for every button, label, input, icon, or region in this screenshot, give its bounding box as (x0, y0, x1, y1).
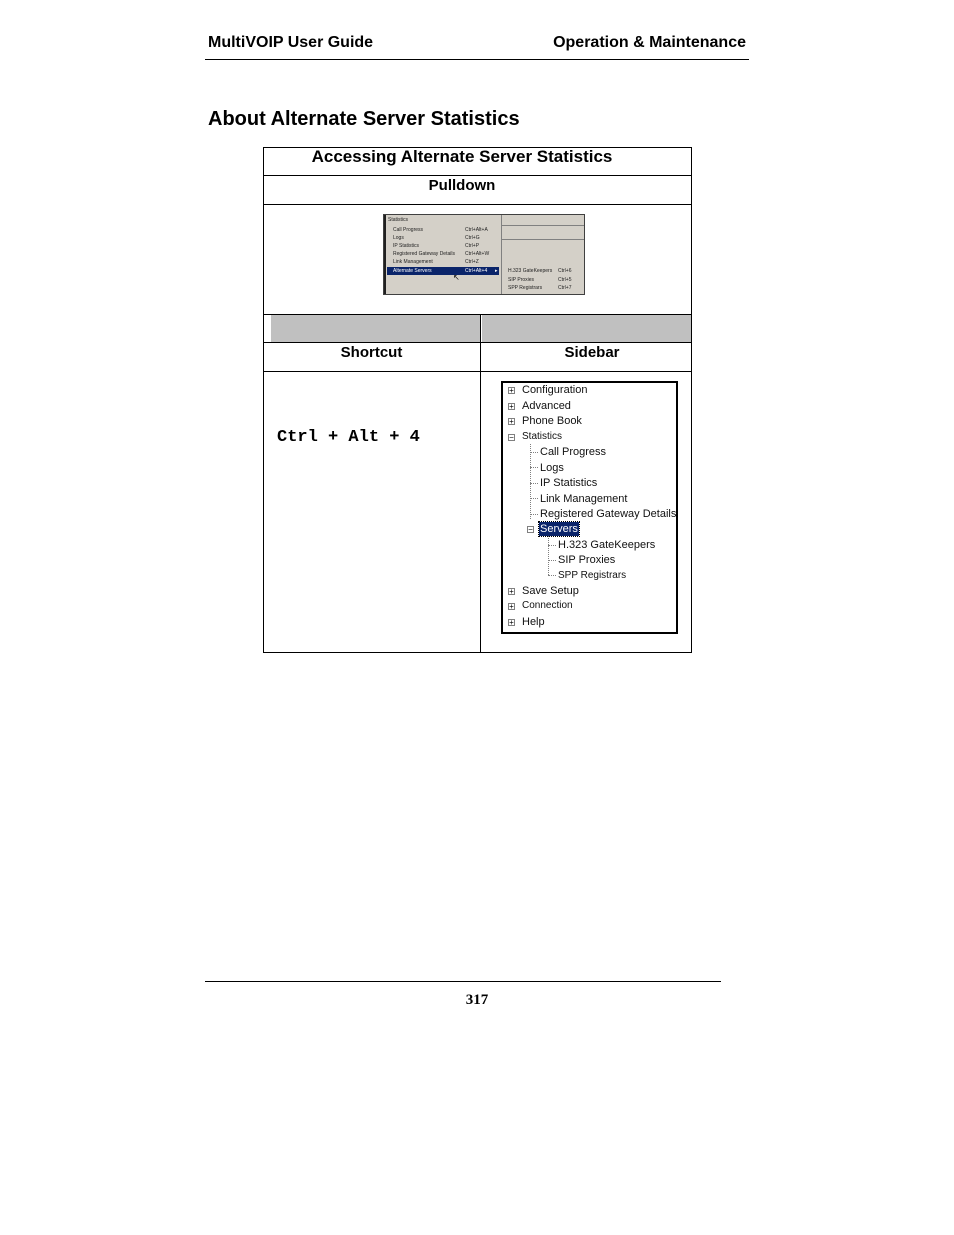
pulldown-label: Pulldown (428, 177, 496, 194)
tree-item-advanced[interactable]: Advanced (522, 400, 571, 412)
menu-item-logs[interactable] (387, 234, 499, 242)
menu-item-registered-gateway-details[interactable] (387, 250, 499, 258)
shortcut-keys: Ctrl + Alt + 4 (277, 428, 420, 447)
tree-connector (548, 575, 556, 576)
tree-item-call-progress[interactable]: Call Progress (540, 446, 607, 458)
tree-connector (530, 514, 538, 515)
menu-item-shortcut: Ctrl+Alt+A (465, 227, 488, 233)
tree-item-statistics[interactable]: Statistics (522, 431, 563, 442)
menu-item-call-progress[interactable] (387, 226, 499, 234)
tree-connector (530, 467, 538, 468)
tree-item-servers[interactable]: Servers (540, 523, 578, 535)
tree-connector (530, 452, 538, 453)
tree-item-configuration[interactable]: Configuration (522, 384, 588, 396)
table-column-divider (480, 314, 481, 653)
mouse-cursor-icon: ↖ (453, 273, 460, 282)
submenu-arrow-icon: ▸ (495, 268, 498, 274)
menu-item-shortcut: Ctrl+Alt+4 (465, 268, 488, 274)
menu-item-ip-statistics[interactable] (387, 242, 499, 250)
submenu-item-h323-gatekeepers[interactable] (508, 267, 585, 275)
table-divider (263, 175, 692, 176)
menu-item-shortcut: Ctrl+P (465, 243, 480, 249)
table-divider (263, 204, 692, 205)
tree-item-registered-gateway-details[interactable]: Registered Gateway Details (540, 508, 677, 520)
menu-item-label: IP Statistics (393, 243, 420, 249)
expand-plus-icon[interactable]: + (509, 602, 514, 611)
menu-item-shortcut: Ctrl+Alt+W (465, 251, 490, 257)
submenu-item-label: SPP Registrars (508, 285, 543, 291)
submenu-item-sip-proxies[interactable] (508, 276, 585, 284)
tree-connector (530, 498, 538, 499)
tree-item-save-setup[interactable]: Save Setup (522, 585, 579, 597)
expand-plus-icon[interactable]: + (509, 402, 514, 411)
menu-item-label: Alternate Servers (393, 268, 432, 274)
section-title: About Alternate Server Statistics (208, 108, 520, 130)
collapse-minus-icon[interactable]: − (509, 433, 514, 442)
submenu-item-spp-registrars[interactable] (508, 284, 585, 292)
sidebar-tree (501, 381, 678, 634)
expand-plus-icon[interactable]: + (509, 386, 514, 395)
tree-item-link-management[interactable]: Link Management (540, 493, 628, 505)
sidebar-label: Sidebar (564, 344, 620, 361)
page-number: 317 (465, 992, 489, 1008)
menu-item-alternate-servers[interactable] (387, 267, 499, 275)
header-title: MultiVOIP User Guide (208, 34, 374, 51)
menu-item-shortcut: Ctrl+Z (465, 259, 479, 265)
table-divider (263, 342, 692, 343)
table-title: Accessing Alternate Server Statistics (311, 147, 613, 166)
tree-connector (530, 483, 538, 484)
expand-plus-icon[interactable]: + (509, 618, 514, 627)
collapse-minus-icon[interactable]: − (528, 525, 533, 534)
expand-plus-icon[interactable]: + (509, 417, 514, 426)
tree-item-ip-statistics[interactable]: IP Statistics (540, 477, 598, 489)
table-divider (263, 371, 692, 372)
header-section: Operation & Maintenance (553, 34, 746, 51)
menu-title: Statistics (388, 217, 409, 223)
menu-item-label: Link Management (393, 259, 433, 265)
tree-connector (548, 536, 549, 575)
menu-separator (501, 215, 502, 294)
submenu-item-shortcut: Ctrl+6 (558, 268, 572, 274)
submenu-item-label: SIP Proxies (508, 277, 535, 283)
submenu-item-shortcut: Ctrl+7 (558, 285, 572, 291)
tree-connector (548, 560, 556, 561)
tree-item-sip-proxies[interactable]: SIP Proxies (558, 554, 616, 566)
tree-connector (548, 545, 556, 546)
expand-plus-icon[interactable]: + (509, 587, 514, 596)
gray-header-cell (271, 315, 480, 342)
tree-item-connection[interactable]: Connection (522, 600, 573, 611)
tree-item-phone-book[interactable]: Phone Book (522, 415, 582, 427)
menu-separator (502, 225, 585, 226)
menu-edge (384, 215, 386, 294)
menu-item-link-management[interactable] (387, 258, 499, 266)
menu-item-label: Logs (393, 235, 404, 241)
menu-separator (502, 239, 585, 240)
statistics-pulldown-menu (383, 214, 585, 295)
menu-item-label: Call Progress (393, 227, 424, 233)
tree-item-logs[interactable]: Logs (540, 462, 564, 474)
shortcut-label: Shortcut (340, 344, 403, 361)
tree-item-help[interactable]: Help (522, 616, 545, 628)
tree-connector (530, 444, 531, 519)
submenu-item-shortcut: Ctrl+5 (558, 277, 572, 283)
submenu-item-label: H.323 GateKeepers (508, 268, 553, 274)
menu-item-shortcut: Ctrl+G (465, 235, 480, 241)
tree-item-h323-gatekeepers[interactable]: H.323 GateKeepers (558, 539, 656, 551)
header-divider (205, 59, 749, 60)
tree-item-spp-registrars[interactable]: SPP Registrars (558, 570, 627, 581)
footer-divider (205, 981, 721, 982)
gray-header-cell (482, 315, 691, 342)
menu-item-label: Registered Gateway Details (393, 251, 455, 257)
